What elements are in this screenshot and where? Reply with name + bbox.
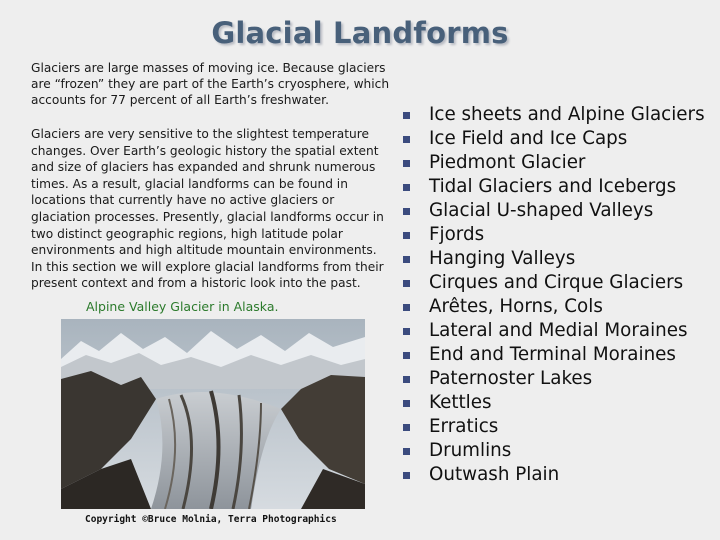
list-item-label: Glacial U-shaped Valleys (429, 200, 654, 221)
list-item-label: Lateral and Medial Moraines (429, 320, 688, 341)
list-item-label: Piedmont Glacier (429, 152, 586, 173)
square-bullet-icon (403, 160, 410, 167)
list-item-label: Cirques and Cirque Glaciers (429, 272, 684, 293)
list-item (402, 223, 714, 247)
list-item (402, 295, 714, 319)
list-item-label: Fjords (429, 224, 485, 245)
list-item (402, 127, 714, 151)
square-bullet-icon (403, 232, 410, 239)
list-item (402, 415, 714, 439)
list-item (402, 247, 714, 271)
square-bullet-icon (403, 304, 410, 311)
square-bullet-icon (403, 256, 410, 263)
list-item (402, 199, 714, 223)
photo-copyright: Copyright ©Bruce Molnia, Terra Photographics (85, 514, 337, 525)
glacier-photo (61, 319, 365, 509)
list-item-label: Ice Field and Ice Caps (429, 128, 628, 149)
sensitivity-paragraph: Glaciers are very sensitive to the slightest temperature changes. Over Earth’s geologic history the spatial extent and size of glaciers has expanded and shrunk numerous times. As a result, glacial landforms can be found in locations that currently have no active glaciers or glaciation processes. Presently, glacial landforms occur in two distinct geographic regions, high latitude polar environments and high altitude mountain environments. In this section we will explore glacial landforms from their present context and from a historic look into the past. (31, 127, 384, 291)
square-bullet-icon (403, 424, 410, 431)
list-item (402, 439, 714, 463)
list-item-label: Tidal Glaciers and Icebergs (429, 176, 677, 197)
slide-title: Glacial Landforms (211, 16, 509, 50)
list-item-label: Ice sheets and Alpine Glaciers (429, 104, 705, 125)
list-item-label: Outwash Plain (429, 464, 560, 485)
list-item (402, 175, 714, 199)
square-bullet-icon (403, 376, 410, 383)
list-item-label: Kettles (429, 392, 492, 413)
intro-paragraph: Glaciers are large masses of moving ice. Because glaciers are “frozen” they are part of the Earth’s cryosphere, which accounts for 77 percent of all Earth’s freshwater. (31, 61, 390, 107)
list-item (402, 103, 714, 127)
landform-list (402, 103, 714, 487)
square-bullet-icon (403, 112, 410, 119)
list-item (402, 391, 714, 415)
list-item (402, 343, 714, 367)
list-item-label: Paternoster Lakes (429, 368, 593, 389)
list-item-label: Arêtes, Horns, Cols (429, 296, 603, 317)
square-bullet-icon (403, 136, 410, 143)
list-item-label: Erratics (429, 416, 499, 437)
list-item-label: Drumlins (429, 440, 512, 461)
list-item-label: Hanging Valleys (429, 248, 576, 269)
square-bullet-icon (403, 472, 410, 479)
list-item-label: End and Terminal Moraines (429, 344, 676, 365)
square-bullet-icon (403, 352, 410, 359)
square-bullet-icon (403, 448, 410, 455)
square-bullet-icon (403, 184, 410, 191)
list-item (402, 271, 714, 295)
photo-caption: Alpine Valley Glacier in Alaska. (86, 299, 279, 314)
square-bullet-icon (403, 400, 410, 407)
list-item (402, 463, 714, 487)
square-bullet-icon (403, 208, 410, 215)
square-bullet-icon (403, 328, 410, 335)
list-item (402, 319, 714, 343)
list-item (402, 367, 714, 391)
square-bullet-icon (403, 280, 410, 287)
list-item (402, 151, 714, 175)
